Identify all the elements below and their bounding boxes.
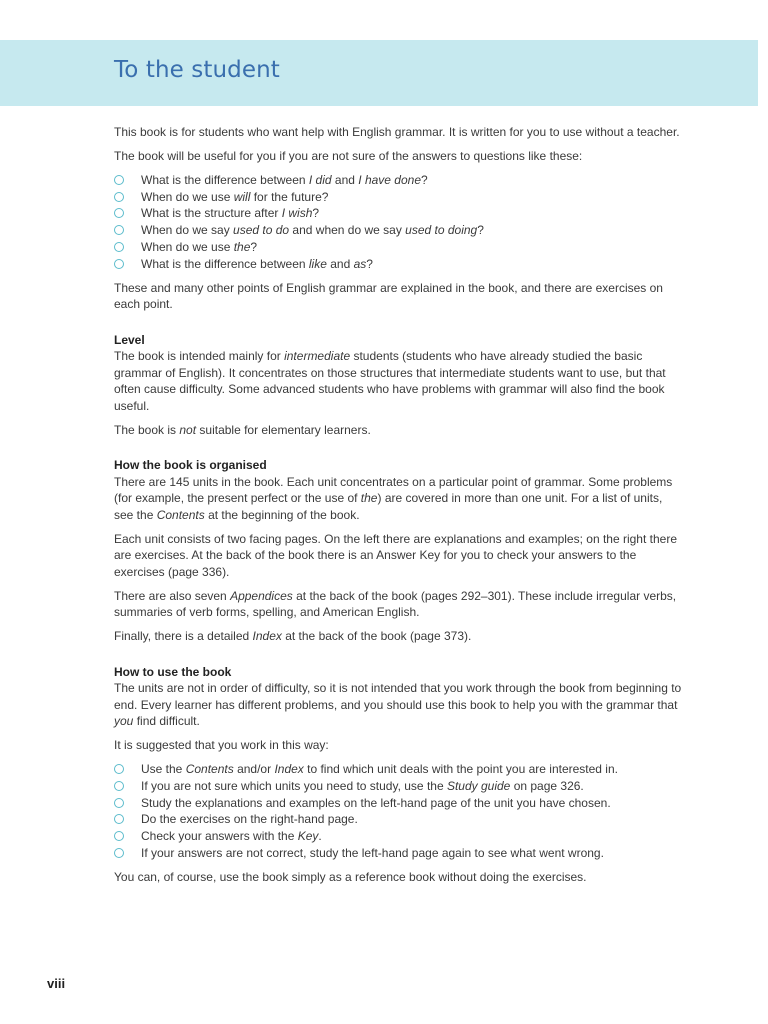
circle-bullet-icon xyxy=(114,208,124,218)
italic-term: will xyxy=(233,189,251,204)
list-item: If your answers are not correct, study the left-hand page again to see what went wrong. xyxy=(114,845,684,862)
list-item: When do we use the? xyxy=(114,239,684,256)
list-item: When do we say used to do and when do we say used to doing? xyxy=(114,222,684,239)
list-item: Do the exercises on the right-hand page. xyxy=(114,811,684,828)
italic-term: Key xyxy=(297,829,319,844)
page-title: To the student xyxy=(114,57,280,83)
use-paragraph-2: It is suggested that you work in this way: xyxy=(114,738,329,753)
organised-paragraph-3: There are also seven Appendices at the back of the book (pages 292–301). These include irregular verbs, summaries of verb forms, spelling, and American English. xyxy=(114,588,677,620)
list-item: Check your answers with the Key. xyxy=(114,828,684,845)
main-content xyxy=(114,124,684,893)
list-item: Study the explanations and examples on the left-hand page of the unit you have chosen. xyxy=(114,795,684,812)
circle-bullet-icon xyxy=(114,259,124,269)
organised-paragraph-4: Finally, there is a detailed Index at the back of the book (page 373). xyxy=(114,629,472,644)
italic-term: Contents xyxy=(185,762,234,777)
title-banner xyxy=(0,40,758,106)
italic-term: the xyxy=(233,239,251,254)
question-list xyxy=(114,172,684,272)
page-number: viii xyxy=(47,976,66,991)
circle-bullet-icon xyxy=(114,225,124,235)
list-item: If you are not sure which units you need to study, use the Study guide on page 326. xyxy=(114,778,684,795)
italic-term: Index xyxy=(274,762,304,777)
use-paragraph-3: You can, of course, use the book simply as a reference book without doing the exercises. xyxy=(114,869,587,884)
intro-paragraph-1: This book is for students who want help with English grammar. It is written for you to use without a teacher. xyxy=(114,125,680,139)
italic-term: I did xyxy=(308,173,332,187)
italic-term: like xyxy=(308,256,327,271)
steps-list xyxy=(114,761,684,861)
italic-term: I wish xyxy=(281,206,313,221)
organised-paragraph-2: Each unit consists of two facing pages. On the left there are explanations and examples; on the right there are exercises. At the back of the book there is an Answer Key for you to check your answers to the exercises (page 336). xyxy=(114,531,678,579)
list-item: What is the difference between like and as? xyxy=(114,256,684,273)
list-item: Use the Contents and/or Index to find which unit deals with the point you are interested in. xyxy=(114,761,684,778)
list-item: When do we use will for the future? xyxy=(114,189,684,206)
italic-term: used to do xyxy=(233,223,290,238)
level-paragraph-1: The book is intended mainly for intermediate students (students who have already studied the basic grammar of English). It concentrates on those structures that intermediate students want to use, but that often cause difficulty. Some advanced students who have problems with grammar will also find the book useful. xyxy=(114,349,666,413)
italic-term: the xyxy=(360,491,378,506)
intro-paragraph-2: The book will be useful for you if you are not sure of the answers to questions like these: xyxy=(114,149,583,163)
use-heading: How to use the book xyxy=(114,664,232,679)
circle-bullet-icon xyxy=(114,175,124,185)
italic-term: intermediate xyxy=(284,349,351,364)
circle-bullet-icon xyxy=(114,814,124,824)
italic-term: used to doing xyxy=(405,223,478,238)
level-paragraph-2: The book is not suitable for elementary learners. xyxy=(114,422,371,437)
italic-term: Contents xyxy=(156,507,205,522)
organised-paragraph-1: There are 145 units in the book. Each unit concentrates on a particular point of grammar. Some problems (for example, the present perfect or the use of the) are covered in more than one unit. For a list of units, see the Contents at the beginning of the book. xyxy=(114,474,673,522)
list-item: What is the difference between I did and I have done? xyxy=(114,172,684,189)
italic-term: Study guide xyxy=(446,778,511,793)
circle-bullet-icon xyxy=(114,848,124,858)
italic-term: Index xyxy=(252,629,282,644)
use-paragraph-1: The units are not in order of difficulty, so it is not intended that you work through the book from beginning to end. Every learner has different problems, and you should use this book to help you with the grammar that you find difficult. xyxy=(114,681,682,729)
italic-term: I have done xyxy=(358,173,421,187)
circle-bullet-icon xyxy=(114,781,124,791)
level-heading: Level xyxy=(114,332,145,347)
italic-term: you xyxy=(114,714,134,729)
italic-term: not xyxy=(179,422,197,437)
circle-bullet-icon xyxy=(114,798,124,808)
organised-heading: How the book is organised xyxy=(114,458,267,473)
circle-bullet-icon xyxy=(114,764,124,774)
list-item: What is the structure after I wish? xyxy=(114,205,684,222)
intro-paragraph-3: These and many other points of English grammar are explained in the book, and there are exercises on each point. xyxy=(114,280,663,312)
circle-bullet-icon xyxy=(114,192,124,202)
italic-term: as xyxy=(353,256,367,271)
circle-bullet-icon xyxy=(114,831,124,841)
italic-term: Appendices xyxy=(230,588,293,603)
circle-bullet-icon xyxy=(114,242,124,252)
